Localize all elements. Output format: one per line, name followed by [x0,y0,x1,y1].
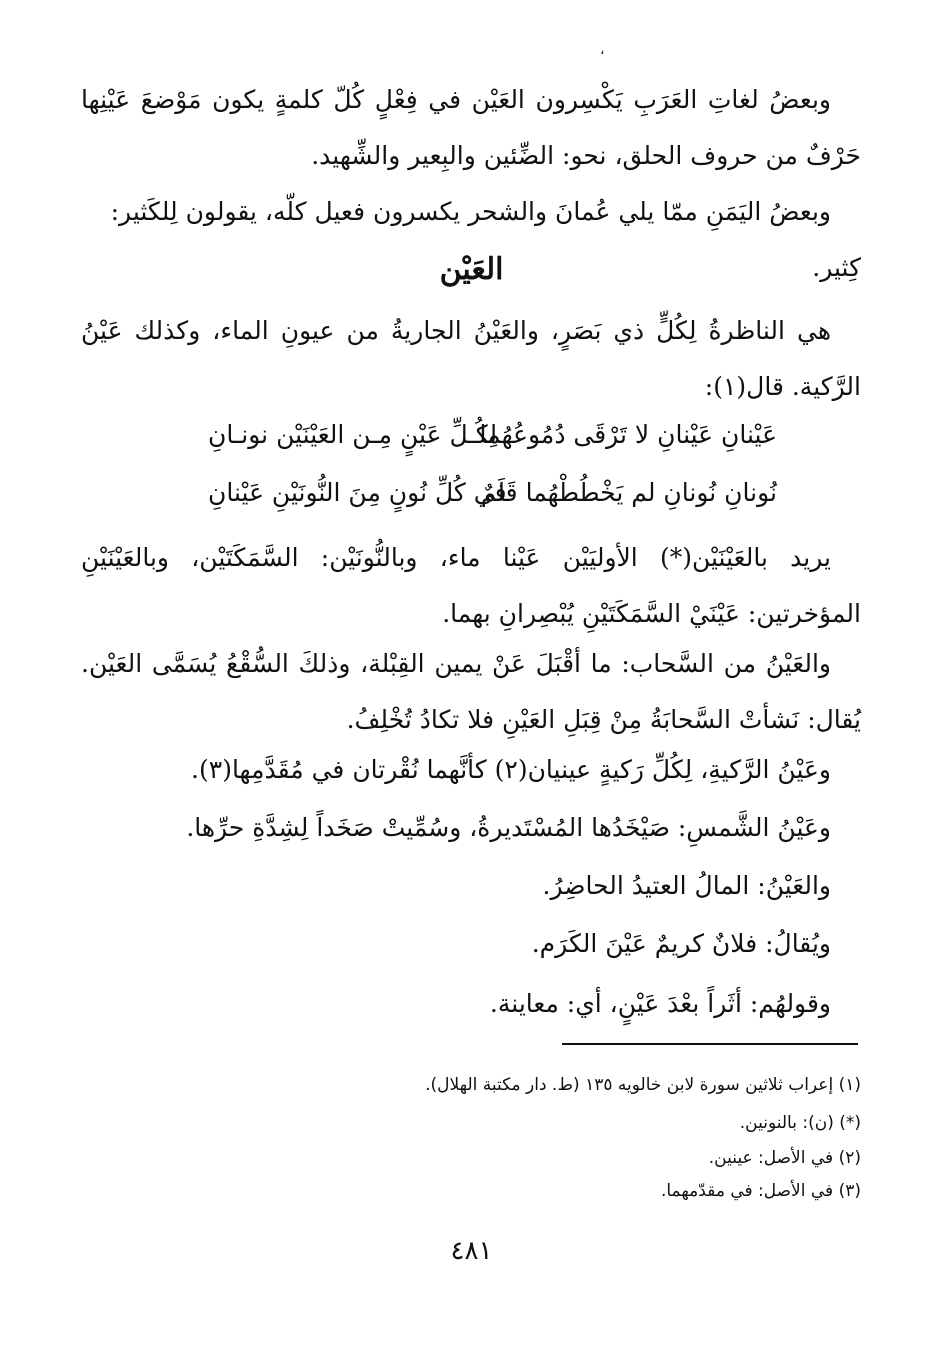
section-heading: العَيْن [439,252,504,287]
paragraph-9: ويُقالُ: فلانٌ كريمٌ عَيْنَ الكَرَم. [531,929,831,958]
top-mark: ، [600,42,605,58]
paragraph-5: والعَيْنُ من السَّحاب: ما أقْبَلَ عَنْ يمين القِبْلة، وذلكَ السُّقْعُ يُسَمَّى العَيْن. يُقال: نَشأتْ السَّحابَةُ مِنْ قِبَلِ العَيْنِ فلا تكادُ تُخْلِفُ. [81,649,861,734]
verse-line-2-hemistich-1: نُونانِ نُونانِ لم يَخْطُطْهُما قَلَمٌ [480,478,777,507]
paragraph-2: وبعضُ اليَمَنِ ممّا يلي عُمانَ والشحر يكسرون فعيل كلّه، يقولون لِلكَثير: كِثير. [110,197,861,282]
footnote-separator [562,1043,858,1045]
paragraph-10: وقولهُم: أثَراً بعْدَ عَيْنٍ، أي: معاينة. [489,989,831,1018]
footnote-star: (*) (ن): بالنونين. [739,1113,861,1133]
verse-line-1-hemistich-2: لِكُـلِّ عَيْنٍ مِـن العَيْنَيْن نونـانِ [208,420,498,449]
verse-line-2-hemistich-2: في كُلِّ نُونٍ مِنَ النُّونَيْنِ عَيْنانِ [208,478,507,507]
footnote-2: (٢) في الأصل: عينين. [708,1148,861,1168]
footnote-3: (٣) في الأصل: في مقدّمهما. [660,1181,861,1201]
paragraph-4: يريد بالعَيْنَيْن(*) الأوليَيْن عَيْنا ماء، وبالنُّونَيْن: السَّمَكَتَيْن، وبالعَيْنَيْنِ المؤخرتين: عَيْنَيْ السَّمَكَتَيْنِ يُبْصِرانِ بهما. [81,543,861,628]
footnote-1: (١) إعراب ثلاثين سورة لابن خالويه ١٣٥ (ط. دار مكتبة الهلال). [425,1075,861,1095]
page-number: ٤٨١ [450,1236,493,1266]
paragraph-6: وعَيْنُ الرَّكيةِ، لِكُلِّ رَكيةٍ عينيان(٢) كأنَّهما نُقْرتان في مُقَدَّمِها(٣). [191,755,831,784]
paragraph-8: والعَيْنُ: المالُ العتيدُ الحاضِرُ. [542,871,831,900]
verse-line-1-hemistich-1: عَيْنانِ عَيْنانِ لا تَرْقَى دُمُوعُهُما [479,420,777,449]
paragraph-7: وعَيْنُ الشَّمسِ: صَيْخَدُها المُسْتَديرةُ، وسُمِّيتْ صَخَداً لِشِدَّةِ حرِّها. [186,813,831,842]
paragraph-3: هي الناظرةُ لِكُلٍّ ذي بَصَرٍ، والعَيْنُ الجاريةُ من عيونِ الماء، وكذلك عَيْنُ الرَّكية. قال(١): [81,316,861,401]
paragraph-1: وبعضُ لغاتِ العَرَبِ يَكْسِرون العَيْن في فِعْلٍ كُلّ كلمةٍ يكون مَوْضعَ عَيْنِها حَرْفٌ من حروف الحلق، نحو: الضِّئين والبِعير والشِّهيد. [81,85,861,170]
